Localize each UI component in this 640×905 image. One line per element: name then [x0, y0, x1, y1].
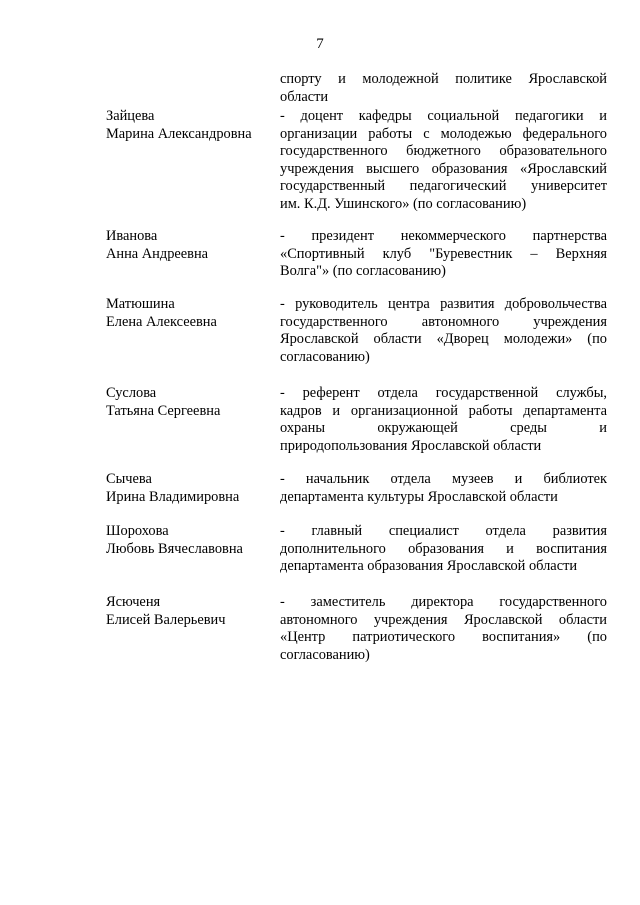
member-name-line: Елена Алексеевна	[106, 313, 217, 330]
member-position-line: - руководитель центра развития добровольчества	[280, 296, 607, 312]
member-name	[106, 385, 276, 420]
member-name	[106, 523, 276, 558]
page-number: 7	[316, 36, 324, 52]
member-position-line: организации работы с молодежью федерального	[280, 125, 607, 142]
member-position	[280, 471, 607, 506]
member-name-line: Любовь Вячеславовна	[106, 540, 243, 557]
member-name-line: Татьяна Сергеевна	[106, 402, 221, 419]
member-name-line: Зайцева	[106, 108, 155, 124]
member-position-line: охраны окружающей среды и	[280, 420, 607, 437]
member-position-line: «Центр патриотического воспитания» (по	[280, 629, 607, 646]
member-name-line: Суслова	[106, 385, 157, 401]
member-position-line: департамента культуры Ярославской области	[280, 488, 558, 505]
member-name-line: Матюшина	[106, 296, 175, 312]
member-position-line: департамента образования Ярославской области	[280, 558, 578, 575]
member-position-line: Ярославской области «Дворец молодежи» (по	[280, 331, 607, 348]
member-name	[106, 471, 276, 506]
member-position	[280, 71, 607, 106]
member-position-line: - главный специалист отдела развития	[280, 523, 607, 539]
member-position-line: государственного автономного учреждения	[280, 313, 607, 330]
member-position-line: - референт отдела государственной службы,	[280, 385, 607, 401]
member-position-line: им. К.Д. Ушинского» (по согласованию)	[280, 195, 527, 212]
member-name	[106, 108, 276, 143]
member-position	[280, 523, 607, 576]
member-position	[280, 594, 607, 664]
member-position	[280, 296, 607, 366]
member-position-line: автономного учреждения Ярославской области	[280, 611, 607, 628]
member-name-line: Сычева	[106, 471, 152, 487]
member-position-line: учреждения высшего образования «Ярославский	[280, 160, 607, 177]
member-position-line: государственного бюджетного образовательного	[280, 143, 607, 160]
member-position-line: природопользования Ярославской области	[280, 437, 542, 454]
member-position-line: дополнительного образования и воспитания	[280, 540, 607, 557]
member-name-line: Елисей Валерьевич	[106, 611, 226, 628]
member-position-line: государственный педагогический университет	[280, 178, 607, 195]
member-name	[106, 228, 276, 263]
member-name	[106, 594, 276, 629]
member-position-line: Волга"» (по согласованию)	[280, 263, 446, 280]
member-position-line: - начальник отдела музеев и библиотек	[280, 471, 607, 487]
member-position	[280, 228, 607, 281]
member-name-line: Шорохова	[106, 523, 169, 539]
member-position-line: - президент некоммерческого партнерства	[280, 228, 607, 244]
member-position-line: «Спортивный клуб "Буревестник – Верхняя	[280, 245, 607, 262]
member-name-line: Анна Андреевна	[106, 245, 209, 262]
member-position-line: - заместитель директора государственного	[280, 594, 607, 610]
member-position-line: согласованию)	[280, 646, 370, 663]
member-name-line: Иванова	[106, 228, 158, 244]
member-position	[280, 385, 607, 455]
member-position-line: кадров и организационной работы департамента	[280, 402, 607, 419]
member-position-line: области	[280, 88, 329, 105]
member-position-line: спорту и молодежной политике Ярославской	[280, 71, 607, 87]
member-name-line: Ирина Владимировна	[106, 488, 240, 505]
member-name	[106, 296, 276, 331]
member-position-line: согласованию)	[280, 348, 370, 365]
member-position	[280, 108, 607, 214]
member-name-line: Ясюченя	[106, 594, 161, 610]
member-position-line: - доцент кафедры социальной педагогики и	[280, 108, 607, 124]
member-name-line: Марина Александровна	[106, 125, 252, 142]
